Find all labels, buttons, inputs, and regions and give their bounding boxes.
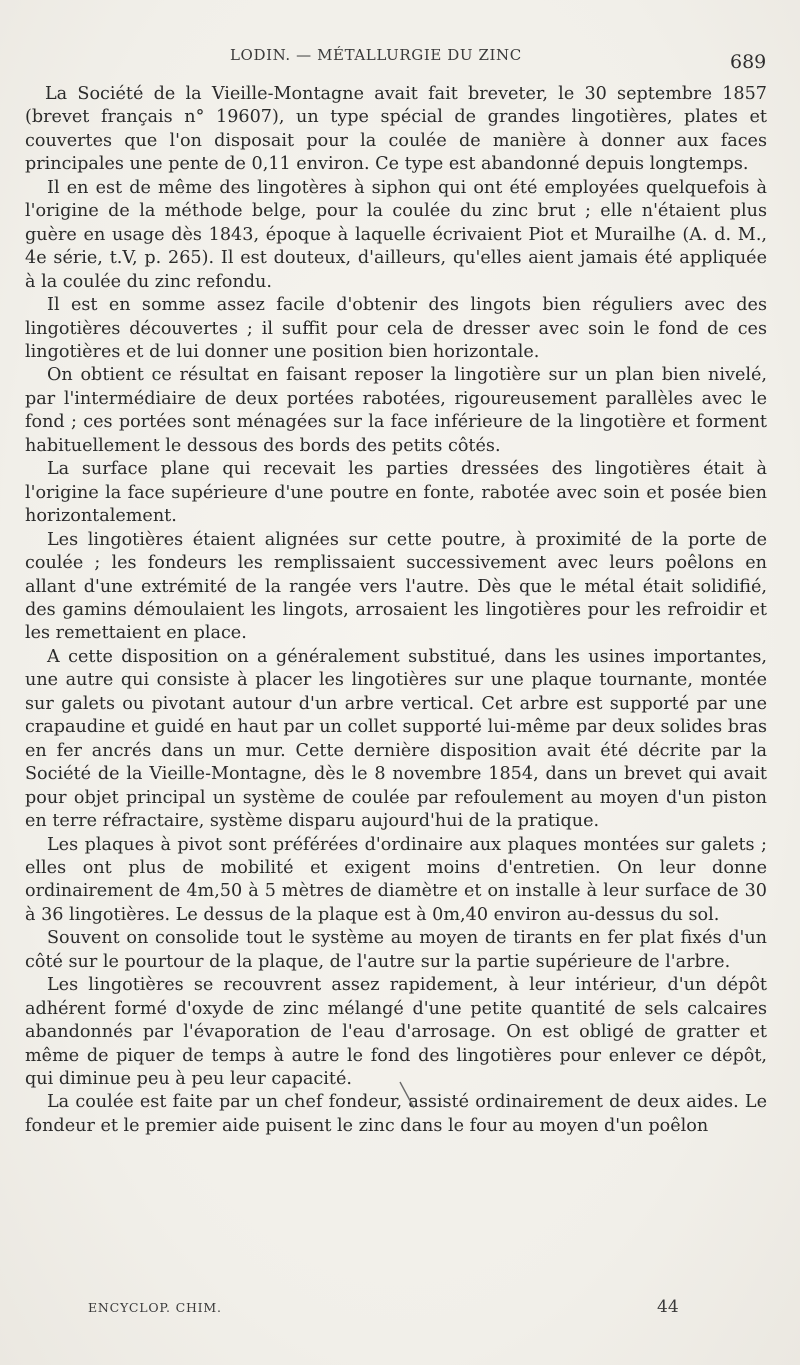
paragraph: La Société de la Vieille-Montagne avait fait breveter, le 30 septembre 1857 (brevet français n° 19607), un type spécial de grandes lingotières, plates et couvertes que l'on disposait pour la coulée de manière à donner aux faces principales une pente de 0,11 environ. Ce type est abandonné depuis longtemps.: [25, 84, 767, 175]
body-text: [25, 83, 767, 1138]
footer-publication: ENCYCLOP. CHIM.: [88, 1300, 222, 1315]
paragraph: Les plaques à pivot sont préférées d'ordinaire aux plaques montées sur galets ; elles ont plus de mobilité et exigent moins d'entretien. On leur donne ordinairement de 4m,50 à 5 mètres de diamètre et on installe à leur surface de 30 à 36 lingotières. Le dessus de la plaque est à 0m,40 environ au-dessus du sol.: [25, 834, 767, 925]
paragraph: La coulée est faite par un chef fondeur, assisté ordinairement de deux aides. Le fondeur et le premier aide puisent le zinc dans le four au moyen d'un poêlon: [25, 1092, 767, 1136]
page-number: 689: [730, 51, 767, 73]
paragraph: A cette disposition on a généralement substitué, dans les usines importantes, une autre qui consiste à placer les lingotières sur une plaque tournante, montée sur galets ou pivotant autour d'un arbre vertical. Cet arbre est supporté par une crapaudine et guidé en haut par un collet supporté lui-même par deux solides bras en fer ancrés dans un mur. Cette dernière disposition avait été décrite par la Société de la Vieille-Montagne, dès le 8 novembre 1854, dans un brevet qui avait pour objet principal un système de coulée par refoulement au moyen d'un piston en terre réfractaire, système disparu aujourd'hui de la pratique.: [25, 646, 767, 832]
paragraph: Il en est de même des lingotères à siphon qui ont été employées quelquefois à l'origine de la méthode belge, pour la coulée du zinc brut ; elle n'étaient plus guère en usage dès 1843, époque à laquelle écrivaient Piot et Murailhe (A. d. M., 4e série, t.V, p. 265). Il est douteux, d'ailleurs, qu'elles aient jamais été appliquée à la coulée du zinc refondu.: [25, 177, 767, 292]
running-head: LODIN. — MÉTALLURGIE DU ZINC: [230, 46, 522, 64]
paragraph: La surface plane qui recevait les parties dressées des lingotières était à l'origine la face supérieure d'une poutre en fonte, rabotée avec soin et posée bien horizontalement.: [25, 459, 767, 527]
footer-signature: 44: [657, 1297, 679, 1317]
pencil-mark: [398, 1080, 428, 1116]
paragraph: Il est en somme assez facile d'obtenir des lingots bien réguliers avec des lingotières découvertes ; il suffit pour cela de dresser avec soin le fond de ces lingotières et de lui donner une position bien horizontale.: [25, 295, 767, 362]
paragraph: Les lingotières étaient alignées sur cette poutre, à proximité de la porte de coulée ; les fondeurs les remplissaient successivement avec leurs poêlons en allant d'une extrémité de la rangée vers l'autre. Dès que le métal était solidifié, des gamins démoulaient les lingots, arrosaient les lingotières pour les refroidir et les remettaient en place.: [25, 529, 767, 644]
paragraph: Les lingotières se recouvrent assez rapidement, à leur intérieur, d'un dépôt adhérent formé d'oxyde de zinc mélangé d'une petite quantité de sels calcaires abandonnés par l'évaporation de l'eau d'arrosage. On est obligé de gratter et même de piquer de temps à autre le fond des lingotières pour enlever ce dépôt, qui diminue peu à peu leur capacité.: [25, 975, 767, 1090]
paragraph: Souvent on consolide tout le système au moyen de tirants en fer plat fixés d'un côté sur le pourtour de la plaque, de l'autre sur la partie supérieure de l'arbre.: [25, 928, 767, 972]
paragraph: On obtient ce résultat en faisant reposer la lingotière sur un plan bien nivelé, par l'intermédiaire de deux portées rabotées, rigoureusement parallèles avec le fond ; ces portées sont ménagées sur la face inférieure de la lingotière et forment habituellement le dessous des bords des petits côtés.: [25, 365, 767, 456]
